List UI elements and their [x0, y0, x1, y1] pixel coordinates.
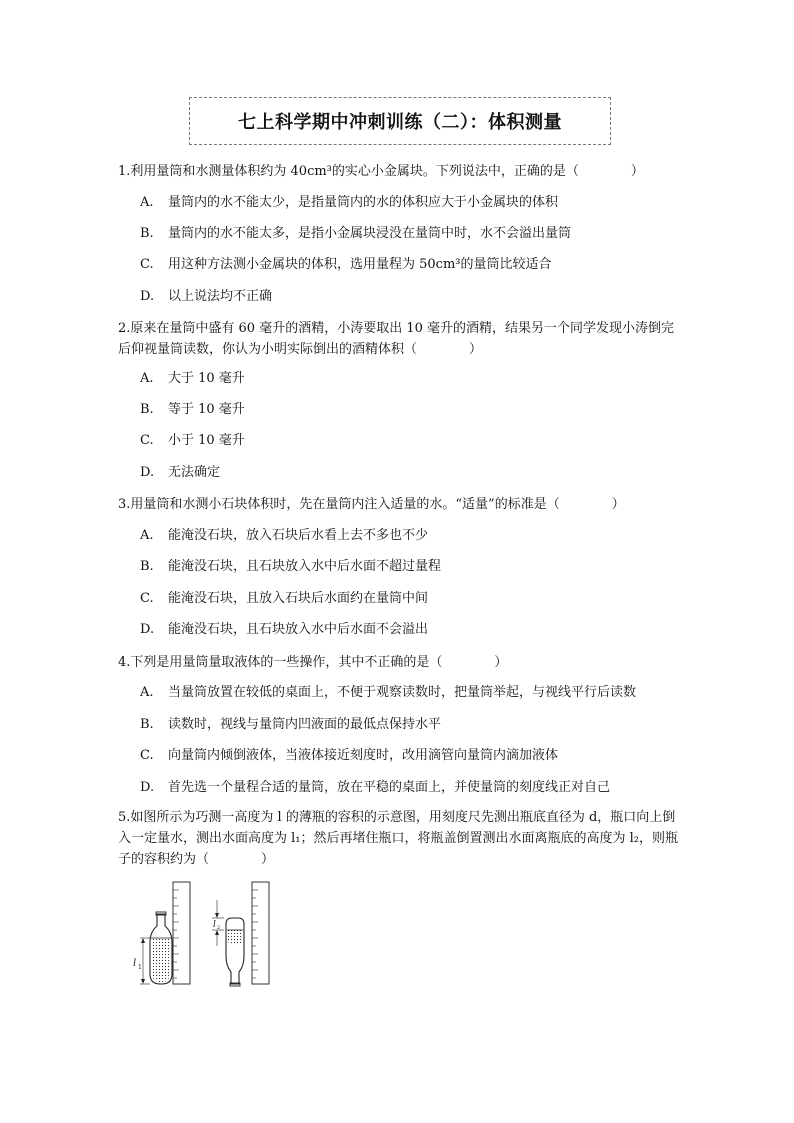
option-1c	[140, 256, 700, 274]
option-1d	[140, 288, 700, 306]
ruler-right	[252, 882, 269, 984]
question-2: 2.原来在量筒中盛有 60 毫升的酒精，小涛要取出 10 毫升的酒精，结果另一个同学发现小涛倒完后仰视量筒读数，你认为小明实际倒出的酒精体积（ ）	[118, 321, 675, 357]
option-text: 用这种方法测小金属块的体积，选用量程为 50cm³的量筒比较适合	[168, 257, 552, 272]
question-5: 5.如图所示为巧测一高度为 l 的薄瓶的容积的示意图，用刻度尺先测出瓶底直径为 d，瓶口向上倒入一定量水，测出水面高度为 l₁；然后再堵住瓶口，将瓶盖倒置测出水面离瓶底的高度为 l₂，则瓶子的容积约为（ ）	[118, 810, 679, 867]
ruler-left	[173, 882, 190, 984]
option-text: 向量筒内倾倒液体，当液体接近刻度时，改用滴管向量筒内滴加液体	[168, 748, 559, 763]
bottle-measurement-figure	[128, 878, 288, 990]
option-text: 以上说法均不正确	[168, 289, 273, 304]
question-3: 3.用量筒和水测小石块体积时，先在量筒内注入适量的水。“适量”的标准是（ ）	[118, 497, 625, 512]
option-4c	[140, 747, 700, 765]
option-4d	[140, 779, 700, 797]
label-l1-sub: 1	[138, 964, 142, 971]
option-letter: B.	[140, 402, 154, 417]
label-l2: l	[213, 920, 216, 930]
dimension-l1	[132, 938, 150, 984]
option-text: 量筒内的水不能太少，是指量筒内的水的体积应大于小金属块的体积	[168, 195, 559, 210]
option-letter: B.	[140, 559, 154, 574]
option-3b	[140, 558, 700, 576]
option-3a	[140, 527, 700, 545]
option-3c	[140, 590, 700, 608]
option-letter: D.	[140, 289, 155, 304]
option-text: 当量筒放置在较低的桌面上，不便于观察读数时，把量筒举起，与视线平行后读数	[168, 685, 637, 700]
option-text: 量筒内的水不能太多，是指小金属块浸没在量筒中时，水不会溢出量筒	[168, 226, 572, 241]
option-letter: C.	[140, 591, 154, 606]
option-letter: C.	[140, 257, 154, 272]
option-1a	[140, 194, 700, 212]
option-letter: C.	[140, 748, 154, 763]
option-letter: D.	[140, 780, 155, 795]
option-4a	[140, 684, 700, 702]
option-text: 首先选一个量程合适的量筒，放在平稳的桌面上，并使量筒的刻度线正对自己	[168, 780, 611, 795]
option-letter: A.	[140, 685, 154, 700]
option-2b	[140, 401, 700, 419]
option-text: 能淹没石块，且石块放入水中后水面不会溢出	[168, 622, 429, 637]
option-letter: C.	[140, 433, 154, 448]
option-letter: A.	[140, 371, 154, 386]
label-l1: l	[133, 958, 137, 969]
bottle-inverted	[226, 918, 244, 986]
option-letter: B.	[140, 226, 154, 241]
option-2a	[140, 370, 700, 388]
option-letter: D.	[140, 622, 155, 637]
option-text: 小于 10 毫升	[168, 433, 245, 448]
option-letter: D.	[140, 465, 155, 480]
option-text: 大于 10 毫升	[168, 371, 245, 386]
option-3d	[140, 621, 700, 639]
option-letter: A.	[140, 528, 154, 543]
option-letter: A.	[140, 195, 154, 210]
option-text: 等于 10 毫升	[168, 402, 245, 417]
option-text: 能淹没石块，放入石块后水看上去不多也不少	[168, 528, 429, 543]
option-4b	[140, 716, 700, 734]
page-title: 七上科学期中冲刺训练（二）：体积测量	[189, 97, 611, 145]
option-text: 能淹没石块，且放入石块后水面约在量筒中间	[168, 591, 429, 606]
option-letter: B.	[140, 717, 154, 732]
option-text: 能淹没石块，且石块放入水中后水面不超过量程	[168, 559, 442, 574]
option-2d	[140, 464, 700, 482]
option-2c	[140, 432, 700, 450]
option-text: 无法确定	[168, 465, 221, 480]
dimension-l2	[212, 900, 224, 946]
question-4: 4.下列是用量筒量取液体的一些操作，其中不正确的是（ ）	[118, 655, 508, 670]
option-text: 读数时，视线与量筒内凹液面的最低点保持水平	[168, 717, 442, 732]
option-1b	[140, 225, 700, 243]
label-l2-sub: 2	[217, 925, 221, 931]
bottle-upright	[150, 912, 172, 984]
question-1: 1.利用量筒和水测量体积约为 40cm³的实心小金属块。下列说法中，正确的是（ ）	[118, 164, 644, 179]
